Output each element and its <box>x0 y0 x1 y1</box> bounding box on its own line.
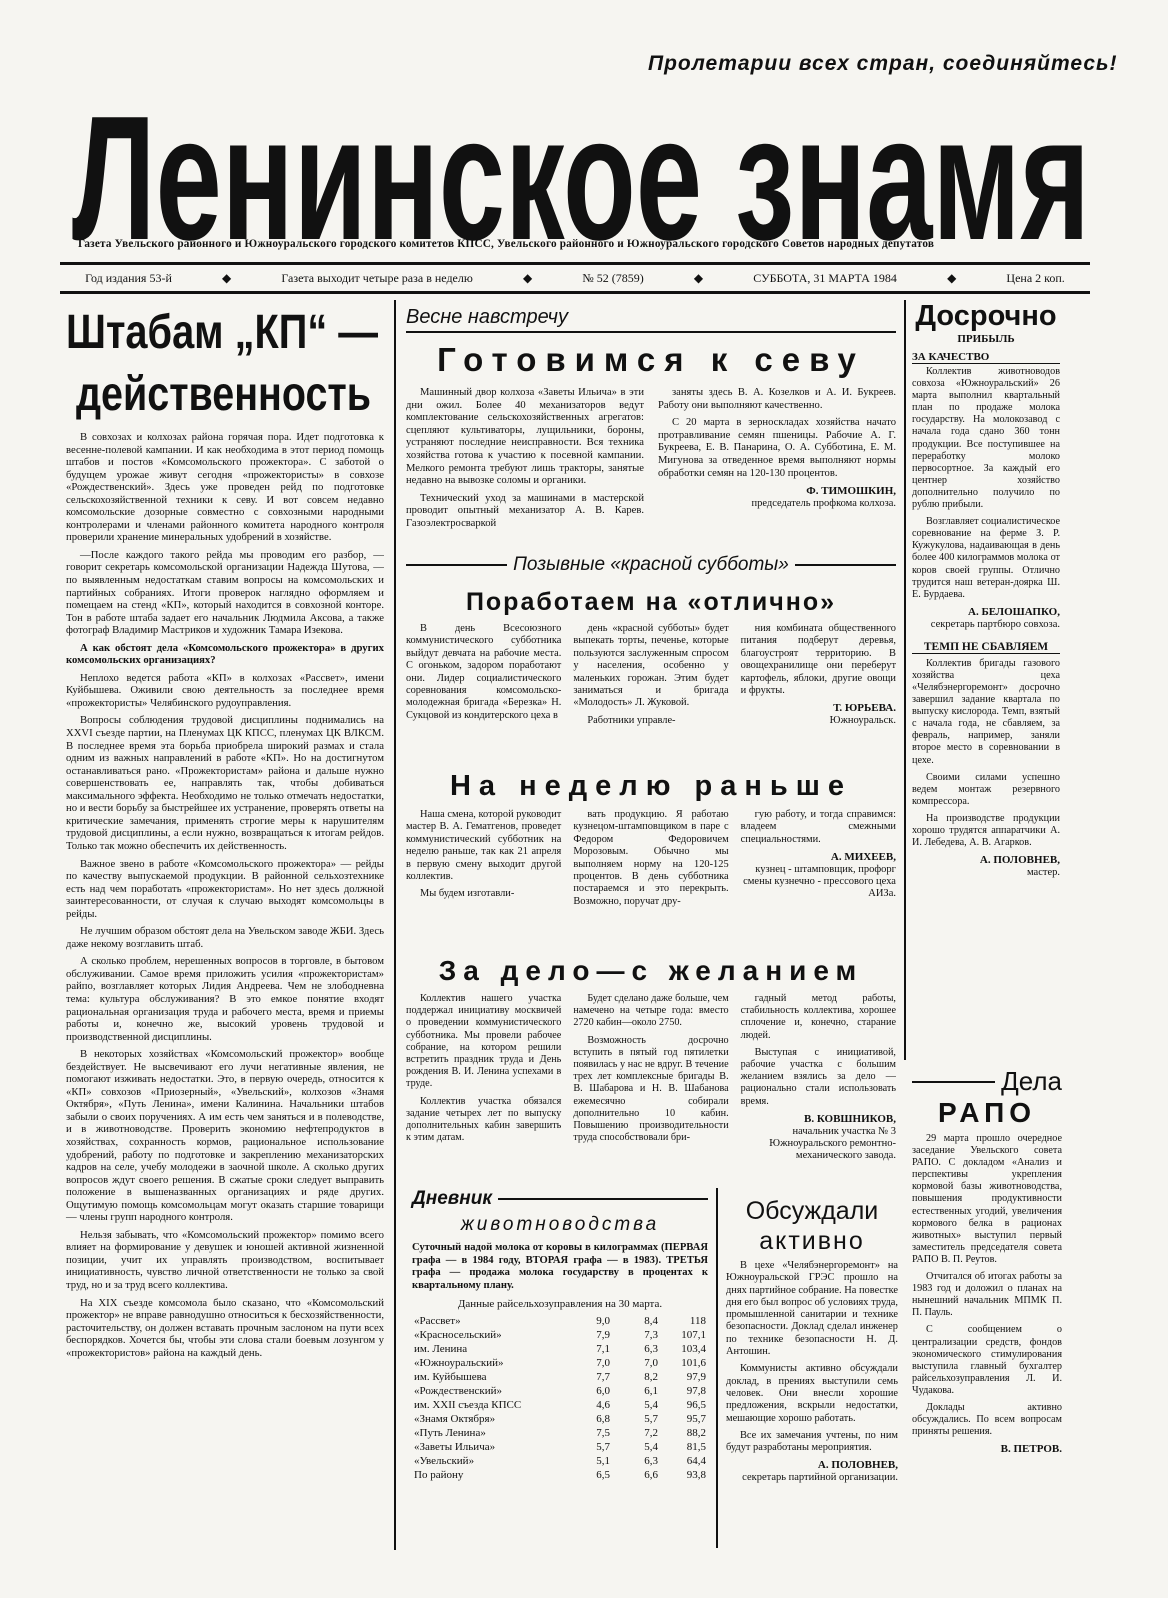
paragraph: В день Всесоюзного коммунистического субботника выйдут девчата на рабочие места. С огоньком, задором поработают они. Лидер социалистического соревнования комсомольско-молодежная бригада «Березка» Н. Сукцовой из кондитерского цеха в <box>406 623 562 721</box>
paragraph: Своими силами успешно ведем монтаж резервного компрессора. <box>912 771 1060 807</box>
paragraph: А как обстоят дела «Комсомольского прожектора» в других комсомольских организациях? <box>66 641 384 667</box>
left-article <box>66 300 384 1364</box>
masthead-subtitle: Газета Увельского районного и Южноуральского городского комитетов КПСС, Увельского районного и Южноуральского городского Советов народных депутатов <box>78 238 935 250</box>
ahead-article <box>912 300 1060 879</box>
rapo-body <box>912 1133 1062 1438</box>
paragraph: Неплохо ведется работа «КП» в колхозах «Рассвет», имени Куйбышева. Оживили свою деятельность за последнее время «прожектористы» Челябинского рудоуправления. <box>66 671 384 709</box>
rule <box>406 331 896 333</box>
value-cell: 7,3 <box>644 1329 658 1342</box>
paragraph: А сколько проблем, нерешенных вопросов в торговле, в бытовом обслуживании. Самое время приложить усилия «прожектористам» райпо, возглавляет которых Лидия Андреева. Чем не злободневна тема: культура обслуживания? В это емкое понятие входят рациональная организация труда и рабочего места, время и приемы работы и, конечно же, высокий уровень трудовой и производственной дисциплины. <box>66 955 384 1043</box>
signature-position: кузнец - штамповщик, профорг смены кузнечно - прессового цеха АИЗа. <box>743 864 896 900</box>
paragraph: Будет сделано даже больше, чем намечено на четыре года: вместо 2720 кабин—около 2750. <box>573 993 729 1029</box>
value-cell: 95,7 <box>686 1413 706 1426</box>
paragraph: Машинный двор колхоза «Заветы Ильича» в эти дни ожил. Более 40 механизаторов ведут комплектование сельскохозяйственных агрегатов: сцепляют культиваторы, лущильники, бороны, устраняют последние неисправности. Вся техника хозяйства готова к участию к посевной кампании. Мелкого ремонта требуют лишь тракторы, занятые недавно на вывозке соломы и органики. <box>406 387 644 487</box>
value-cell: 8,4 <box>644 1315 658 1328</box>
diary-article <box>412 1188 708 1482</box>
diamond-icon: ◆ <box>522 270 533 285</box>
value-cell: 5,7 <box>596 1441 610 1454</box>
value-cell: 6,3 <box>644 1343 658 1356</box>
diary-table-caption: Данные райсельхозуправления на 30 марта. <box>457 1298 663 1311</box>
paragraph: заняты здесь В. А. Козелков и А. И. Букреев. Работу они выполняют качественно. <box>658 387 896 411</box>
tempo-body <box>912 658 1060 849</box>
value-cell: 93,8 <box>686 1469 706 1482</box>
spring-columns <box>406 387 896 536</box>
paragraph: Не лучшим образом обстоят дела на Увельском заводе ЖБИ. Здесь даже некому возглавить штаб. <box>66 925 384 950</box>
value-cell: 5,4 <box>644 1441 658 1454</box>
paragraph: Коллектив животноводов совхоза «Южноуральский» 26 марта выполнил квартальный план по продаже молока государству. На молокозавод с начала года сдано 360 тонн продукции. Все поступившее на переработку молоко первосортное. За каждый его центнер хозяйство дополнительно получило по рублю прибыли. <box>912 366 1060 511</box>
with-desire-title: За дело—с желанием <box>438 955 864 986</box>
value-cell: 64,4 <box>686 1455 706 1468</box>
value-cell: 6,5 <box>596 1469 610 1482</box>
farm-name-cell: «Знамя Октября» <box>414 1413 496 1426</box>
paragraph: гую работу, и тогда справимся: владеем смежными специальностями. <box>740 809 896 845</box>
left-article-body <box>66 431 384 1359</box>
subbotnik-banner-text: Позывные «красной субботы» <box>513 554 789 575</box>
text-column <box>573 623 728 732</box>
issue-price: Цена 2 коп. <box>1006 270 1065 285</box>
diary-rubric: Дневник <box>412 1188 492 1209</box>
value-cell: 6,3 <box>644 1455 658 1468</box>
paragraph: Коллектив бригады газового хозяйства цеха «Челябэнергоремонт» досрочно завершил задание квартала по выпуску кислорода. Темп, взятый с начала года, не сбавляем, за февраль, например, заняли второе место в соревновании в цехе. <box>912 657 1060 766</box>
week-earlier-article <box>406 770 896 913</box>
paragraph: Возможность досрочно вступить в пятый год пятилетки появилась у нас не вдруг. В течение трех лет комплексные бригады В. В. Шабарова и Н. В. Шабанова ежемесячно собирали дополнительно 10 кабин. Повышению производительности труда способствовали бри- <box>573 1034 729 1144</box>
farm-name-cell: «Заветы Ильича» <box>414 1441 496 1454</box>
discussed-article <box>726 1196 898 1484</box>
paragraph: Мы будем изготавли- <box>420 888 515 900</box>
signature: В. КОВШНИКОВ, <box>804 1112 896 1125</box>
value-cell: 6,8 <box>596 1413 610 1426</box>
paragraph: Коммунисты активно обсуждали доклад, в прениях выступили семь человек. Они внесли хорошие предложения, вскрыли недостатки, мешающие хорошо работать. <box>726 1363 898 1424</box>
text-column <box>573 809 728 913</box>
value-cell: 7,0 <box>644 1357 658 1370</box>
value-cell: 5,7 <box>644 1413 658 1426</box>
masthead-title <box>72 62 1096 277</box>
signature: А. ПОЛОВНЕВ, <box>979 854 1060 867</box>
value-cell: 103,4 <box>681 1343 706 1356</box>
farm-name-cell: им. XXII съезда КПСС <box>414 1399 522 1412</box>
left-title-line2: действенность <box>76 368 371 421</box>
spring-rubric: Весне навстречу <box>406 306 568 328</box>
table-row <box>412 1314 708 1328</box>
value-cell: 97,8 <box>686 1385 706 1398</box>
diary-intro: Суточный надой молока от коровы в килограммах (ПЕРВАЯ графа — в 1984 году, ВТОРАЯ графа — в 1983). ТРЕТЬЯ графа — продажа молока государству в процентах к квартальному плану. <box>412 1242 708 1291</box>
with-desire-columns <box>406 993 896 1162</box>
text-column <box>741 993 896 1162</box>
text-column <box>406 993 561 1162</box>
paragraph: гадный метод работы, стабильность коллектива, хорошее сплочение и, конечно, старание людей. <box>740 993 896 1041</box>
discussed-title-line1: Обсуждали <box>745 1197 879 1225</box>
rule <box>406 564 507 566</box>
text-column <box>741 623 896 732</box>
signature-position: Южноуральск. <box>829 715 896 727</box>
value-cell: 7,0 <box>596 1357 610 1370</box>
signature-position: мастер. <box>1026 867 1060 879</box>
rapo-article <box>912 1066 1062 1456</box>
rule <box>795 564 896 566</box>
text-column <box>573 993 728 1162</box>
table-row <box>412 1328 708 1342</box>
signature: В. ПЕТРОВ. <box>1000 1443 1062 1456</box>
paragraph: Отчитался об итогах работы за 1983 год и доложил о планах на нынешний начальник МПМК П. П. Пауль. <box>912 1271 1062 1319</box>
text-column <box>658 387 896 536</box>
farm-name-cell: «Рассвет» <box>414 1315 461 1328</box>
excellent-title: Поработаем на «отлично» <box>465 588 837 616</box>
rule <box>912 1081 995 1083</box>
paragraph: В совхозах и колхозах района горячая пора. Идет подготовка к весенне-полевой кампании. И как необходима в этот период помощь штабов и постов «Комсомольского прожектора». С заботой о будущем урожае живут сегодня «прожектористы» в совхозе «Рождественский». Здесь уже проведен рейд по подготовке сельскохозяйственной техники к севу. И вот совсем недавно комсомольские дозорные совместно с совхозными народными контролерами и членами районного комитета народного контроля проверили хранение минеральных удобрений в хозяйстве. <box>66 431 384 544</box>
signature: А. ПОЛОВНЕВ, <box>817 1459 898 1472</box>
value-cell: 7,5 <box>596 1427 610 1440</box>
discussed-body <box>726 1260 898 1454</box>
table-row <box>412 1468 708 1482</box>
value-cell: 4,6 <box>596 1399 610 1412</box>
diamond-icon: ◆ <box>947 270 957 285</box>
left-article-title <box>66 300 384 420</box>
signature: А. БЕЛОШАПКО, <box>968 605 1060 618</box>
table-row <box>412 1440 708 1454</box>
value-cell: 7,9 <box>596 1329 610 1342</box>
value-cell: 5,4 <box>644 1399 658 1412</box>
signature-position: начальник участка № 3 Южноуральского ремонтно-механического завода. <box>769 1125 896 1161</box>
issue-info-bar <box>60 262 1090 294</box>
farm-name-cell: им. Куйбышева <box>414 1371 487 1384</box>
value-cell: 101,6 <box>681 1357 706 1370</box>
table-row <box>412 1454 708 1468</box>
diary-subtitle: животноводства <box>460 1214 660 1235</box>
ahead-title: Досрочно <box>915 300 1057 332</box>
paragraph: В некоторых хозяйствах «Комсомольский прожектор» вообще бездействует. Не высвечивают его лучи негативные явления, не помогают изживать недостатки. Это, в первую очередь, относится к «КП» совхозов «Приозерный», «Увельский», колхозов «Знамя Октября», «Путь Ленина», имени Калинина. Начальники штабов забыли о своих поручениях. А им есть чем заняться и в полеводстве, и в животноводстве. Проверить экономию нефтепродуктов в хозяйствах, сохранность кормов, рациональное использование удобрений, работу по подготовке и закреплению механизаторских кадров на селе, учебу молодежи в заочной школе. А сколько других вопросов ждут своего решения. В сжатые сроки следует выправить положение в вышеназванных организациях и ряде других. Ощутимую помощь комсомольцам могут оказать старшие товарищи — члены групп народного контроля. <box>66 1048 384 1224</box>
paragraph: ния комбината общественного питания подберут деревья, благоустроят территорию. В овощехранилище они переберут картофель, яблоки, другие овощи и фрукты. <box>740 623 896 697</box>
signature-position: председатель профкома колхоза. <box>751 498 896 510</box>
week-earlier-columns <box>406 809 896 913</box>
paragraph: Коллектив нашего участка поддержал инициативу москвичей о проведении коммунистического субботника. Мы провели рабочее собрание, на котором решили встретить праздник труда и День рождения В. И. Ленина успехами в труде. <box>406 993 562 1090</box>
paragraph: С 20 марта в зерноскладах хозяйства начато протравливание семян пшеницы. Рабочие А. Г. Букреева, Е. В. Панарина, О. А. Субботина, Е. М. Мигунова за отведенное время выполняют нормы обработки семян на 120-130 процентов. <box>658 417 896 479</box>
paragraph: вать продукцию. Я работаю кузнецом-штамповщиком в паре с Федором Федоровичем Морозовым. Обычно мы выполняем норму на 120-125 процентов. В день субботника постараемся и это перекрыть. Возможно, поручат дру- <box>573 809 729 907</box>
farm-name-cell: «Красносельский» <box>414 1329 502 1342</box>
paragraph: Выступая с инициативой, рабочие участка с большим желанием взялись за дело — рационально стали использовать время. <box>740 1046 896 1107</box>
spring-title: Готовимся к севу <box>437 341 865 378</box>
rule <box>498 1198 708 1200</box>
text-column <box>406 623 561 732</box>
paragraph: Возглавляет социалистическое соревнование на ферме З. Р. Кужукулова, надаивающая в день более 400 килограммов молока от коров своей группы. Отлично трудится наш ветеран-доярка Ш. Е. Бурдаева. <box>912 516 1060 600</box>
paragraph: Коллектив участка обязался задание четырех лет по выпуску дополнительных кабин завершить к этим датам. <box>406 1095 562 1144</box>
paragraph: Технический уход за машинами в мастерской проводит опытный механизатор А. В. Карев. Газоэлектросваркой <box>406 492 644 529</box>
table-row <box>412 1398 708 1412</box>
spring-article <box>406 306 896 536</box>
paragraph: Важное звено в работе «Комсомольского прожектора» — рейды по качеству выпускаемой продукции. В районной сельхозтехнике есть над чем поработать «прожектористам». Но нет здесь должной заинтересованности, от случая к случаю выходят комсомольцы в рейды. <box>66 857 384 920</box>
value-cell: 88,2 <box>686 1427 706 1440</box>
paragraph: —После каждого такого рейда мы проводим его разбор, — говорит секретарь комсомольской организации Надежда Шутова, —по выявленным недостаткам ставим вопросы на комсомольских и партийных собраниях. Итоги проверок наглядно оформляем и помещаем на стенд «КП», который находится в совхозной конторе. Тон в работе штаба задает его начальник Людмила Аксова, а также фотограф Владимир Мастриков и художник Тамара Изекова. <box>66 548 384 637</box>
signature-position: секретарь партбюро совхоза. <box>930 618 1060 630</box>
value-cell: 6,0 <box>596 1385 610 1398</box>
ahead-body <box>912 366 1060 601</box>
farm-name-cell: «Увельский» <box>414 1455 475 1468</box>
text-column <box>741 809 896 913</box>
paragraph: день «красной субботы» будет выпекать торты, печенье, которые пользуются заслуженным спросом у населения, особенно у маленьких горожан. Этим будет заниматься и бригада «Молодость» Л. Жуковой. <box>573 623 729 709</box>
signature: Т. ЮРЬЕВА. <box>833 702 896 715</box>
value-cell: 8,2 <box>644 1371 658 1384</box>
masthead-title-text: Ленинское знамя <box>72 78 1090 277</box>
week-earlier-title: На неделю раньше <box>449 770 853 802</box>
issue-frequency: Газета выходит четыре раза в неделю <box>281 270 473 285</box>
value-cell: 6,6 <box>644 1469 658 1482</box>
value-cell: 107,1 <box>681 1329 706 1342</box>
paragraph: Нельзя забывать, что «Комсомольский прожектор» помимо всего влияет на формирование у девушек и юношей активной жизненной позиции, учит их управлять производством, воспитывает инициативность, чувство личной ответственности не только за свой труд, но и за труд всего коллектива. <box>66 1228 384 1291</box>
signature-position: секретарь партийной организации. <box>742 1472 898 1484</box>
issue-date: СУББОТА, 31 МАРТА 1984 <box>753 270 897 285</box>
paragraph: На XIX съезде комсомола было сказано, что «Комсомольский прожектор» не вправе равнодушно относиться к бесхозяйственности, расточительству, он должен вставать прочным заслоном на пути всех беспорядков. Хочется бы, чтобы эти слова стали боевым лозунгом у «прожектористов» района на каждый день. <box>66 1296 384 1359</box>
table-row <box>412 1384 708 1398</box>
text-column <box>406 387 644 536</box>
farm-name-cell: По району <box>414 1469 464 1482</box>
paragraph: В цехе «Челябэнергоремонт» на Южноуральской ГРЭС прошло на днях партийное собрание. На повестке дня его был вопрос об условиях труда, промышленной санитарии и технике безопасности. Доклад сделал инженер по технике безопасности Н. Д. Антошин. <box>726 1260 898 1358</box>
rapo-title-line1: Дела <box>1001 1066 1062 1096</box>
value-cell: 7,2 <box>644 1427 658 1440</box>
paragraph: Все их замечания учтены, по ним будут разработаны мероприятия. <box>726 1429 898 1454</box>
value-cell: 81,5 <box>686 1441 706 1454</box>
diamond-icon: ◆ <box>693 270 704 285</box>
subbotnik-banner <box>406 554 896 576</box>
paragraph: Доклады активно обсуждались. По всем вопросам приняты решения. <box>912 1401 1062 1438</box>
column-divider <box>394 300 396 1550</box>
value-cell: 97,9 <box>686 1371 706 1384</box>
paragraph: С сообщением о централизации средств, фондов экономического стимулирования выступила главный бухгалтер райсельхозуправления Л. И. Чудакова. <box>912 1324 1062 1396</box>
masthead-slogan: Пролетарии всех стран, соединяйтесь! <box>648 52 1118 75</box>
value-cell: 118 <box>689 1315 706 1328</box>
value-cell: 7,7 <box>596 1371 610 1384</box>
value-cell: 9,0 <box>596 1315 610 1328</box>
signature: А. МИХЕЕВ, <box>830 851 896 864</box>
table-row <box>412 1412 708 1426</box>
milk-yield-table <box>412 1314 708 1482</box>
farm-name-cell: «Южноуральский» <box>414 1357 504 1370</box>
ahead-kicker: ПРИБЫЛЬ <box>957 333 1015 345</box>
ahead-kicker: ЗА КАЧЕСТВО <box>912 351 1060 364</box>
farm-name-cell: «Рождественский» <box>414 1385 503 1398</box>
farm-name-cell: «Путь Ленина» <box>414 1427 486 1440</box>
column-divider <box>904 300 906 1060</box>
value-cell: 5,1 <box>596 1455 610 1468</box>
issue-year: Год издания 53-й <box>85 270 172 285</box>
diary-header <box>412 1188 708 1210</box>
paragraph: 29 марта прошло очередное заседание Увельского совета РАПО. С докладом «Анализ и перспективы укрепления кормовой базы животноводства, повышения продуктивности естественных угодий, увеличения кормового белка в рационах животных» выступил первый заместитель председателя совета РАПО В. П. Реутов. <box>912 1133 1062 1265</box>
tempo-title: ТЕМП НЕ СБАВЛЯЕМ <box>912 641 1060 654</box>
excellent-article <box>406 588 896 732</box>
table-row <box>412 1370 708 1384</box>
issue-number: № 52 (7859) <box>582 270 644 285</box>
table-row <box>412 1342 708 1356</box>
value-cell: 96,5 <box>686 1399 706 1412</box>
paragraph: Работники управле- <box>587 714 676 726</box>
rapo-title-line2: РАПО <box>938 1097 1036 1128</box>
text-column <box>406 809 561 913</box>
value-cell: 7,1 <box>596 1343 610 1356</box>
paragraph: Наша смена, которой руководит мастер В. А. Гематгенов, проведет коммунистический субботник на неделю раньше, так как 21 апреля в первую смену выходит другой коллектив. <box>406 809 562 883</box>
with-desire-article <box>406 955 896 1162</box>
left-title-line1: Штабам „КП“ — <box>66 306 378 359</box>
paragraph: Вопросы соблюдения трудовой дисциплины поднимались на XXVI съезде партии, на Пленумах ЦК КПСС, пленумах ЦК ВЛКСМ. В последнее время эта борьба приобрела широкий размах и стала одним из важных направлений в работе «КП». Но на достигнутом останавливаться рано. «Прожектористам» района и дальше нужно совершенствовать ее, направлять так, чтобы добиваться максимального эффекта. Необходимо не только отмечать недостатки, но и вести борьбу за быстрейшее их устранение, проверять ответы на критические замечания, применять строгие меры к нарушителям трудовой дисциплины, а если нужно, возвращаться к итогам рейдов. Только так можно обеспечить их действенность. <box>66 714 384 852</box>
farm-name-cell: им. Ленина <box>414 1343 468 1356</box>
diamond-icon: ◆ <box>222 270 232 285</box>
signature: Ф. ТИМОШКИН, <box>806 485 896 498</box>
table-row <box>412 1356 708 1370</box>
paragraph: На производстве продукции хорошо трудятся аппаратчики А. И. Лебедева, А. В. Агарков. <box>912 812 1060 849</box>
table-row <box>412 1426 708 1440</box>
value-cell: 6,1 <box>644 1385 658 1398</box>
discussed-title-line2: активно <box>759 1227 865 1255</box>
rapo-header <box>912 1066 1062 1097</box>
column-divider <box>716 1188 718 1548</box>
excellent-columns <box>406 623 896 732</box>
